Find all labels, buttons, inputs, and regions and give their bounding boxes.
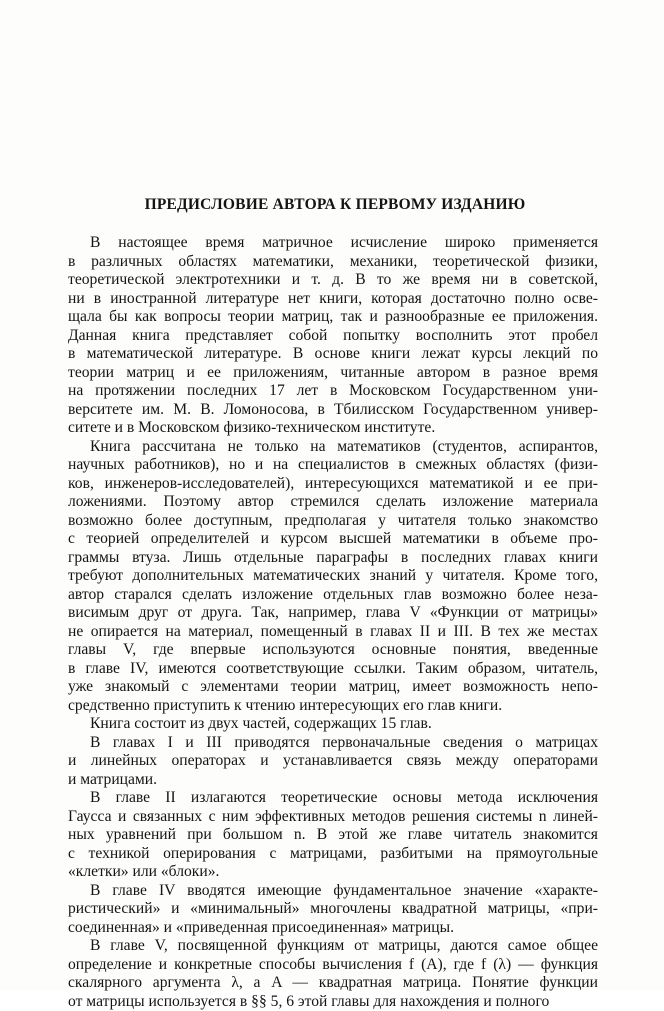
paragraph [68,789,598,882]
text-line: Гаусса и связанных с ним эффективных методов решения системы n линей- [68,808,598,827]
text-line: ристический» и «минимальный» многочлены квадратной матрицы, «при- [68,900,598,919]
text-line: верситете им. М. В. Ломоносова, в Тбилисском Государственном универ- [68,401,598,420]
text-line: граммы втуза. Лишь отдельные параграфы в последних главах книги [68,549,598,568]
text-line: В главе II излагаются теоретические основы метода исключения [68,789,598,808]
text-line: и линейных операторах и устанавливается связь между операторами [68,752,598,771]
text-line: Данная книга представляет собой попытку восполнить этот пробел [68,327,598,346]
text-line: научных работников), но и на специалистов в смежных областях (физи- [68,456,598,475]
text-line: В главе IV вводятся имеющие фундаментальное значение «характе- [68,882,598,901]
text-line: В главах I и III приводятся первоначальные сведения о матрицах [68,734,598,753]
text-line: В настоящее время матричное исчисление широко применяется [68,234,598,253]
text-line: ных уравнений при большом n. В этой же главе читатель знакомится [68,826,598,845]
text-line: с техникой оперирования с матрицами, разбитыми на прямоугольные [68,845,598,864]
text-line: возможно более доступным, предполагая у читателя только знакомство [68,512,598,531]
text-line: на протяжении последних 17 лет в Московском Государственном уни- [68,382,598,401]
text-line: скалярного аргумента λ, а A — квадратная матрица. Понятие функции [68,974,598,993]
text-line: главы V, где впервые используются основные понятия, введенные [68,641,598,660]
text-line: уже знакомый с элементами теории матриц, имеет возможность непо- [68,678,598,697]
text-line: с теорией определителей и курсом высшей математики в объеме про- [68,530,598,549]
text-line: в главе IV, имеются соответствующие ссылки. Таким образом, читатель, [68,660,598,679]
text-line: ков, инженеров-исследователей), интересующихся математикой и ее при- [68,475,598,494]
body-text [68,234,598,1011]
paragraph [68,234,598,438]
text-line: соединенная» и «приведенная присоединенная» матрицы. [68,919,598,938]
text-line: щала бы как вопросы теории матриц, так и разнообразные ее приложения. [68,308,598,327]
text-line: автор старался сделать изложение отдельных глав возможно более неза- [68,586,598,605]
paragraph [68,715,598,734]
text-line: теоретической электротехники и т. д. В то же время ни в советской, [68,271,598,290]
text-line: от матрицы используется в §§ 5, 6 этой главы для нахождения и полного [68,993,598,1011]
paragraph [68,937,598,1011]
text-line: в математической литературе. В основе книги лежат курсы лекций по [68,345,598,364]
text-line: не опирается на материал, помещенный в главах II и III. В тех же местах [68,623,598,642]
paragraph [68,734,598,790]
text-line: ни в иностранной литературе нет книги, которая достаточно полно осве- [68,290,598,309]
text-line: теории матриц и ее приложениям, читанные автором в разное время [68,364,598,383]
text-line: в различных областях математики, механики, теоретической физики, [68,253,598,272]
text-line: определение и конкретные способы вычисления f (A), где f (λ) — функция [68,956,598,975]
text-line: ложениями. Поэтому автор стремился сделать изложение материала [68,493,598,512]
text-line: ситете и в Московском физико-техническом институте. [68,419,598,438]
paragraph [68,882,598,938]
page-title: ПРЕДИСЛОВИЕ АВТОРА К ПЕРВОМУ ИЗДАНИЮ [0,196,664,214]
paragraph [68,438,598,716]
text-line: «клетки» или «блоки». [68,863,598,882]
text-line: Книга рассчитана не только на математиков (студентов, аспирантов, [68,438,598,457]
text-line: В главе V, посвященной функциям от матрицы, даются самое общее [68,937,598,956]
text-line: Книга состоит из двух частей, содержащих 15 глав. [68,715,598,734]
text-line: висимым друг от друга. Так, например, глава V «Функции от матрицы» [68,604,598,623]
text-line: требуют дополнительных математических знаний у читателя. Кроме того, [68,567,598,586]
text-line: и матрицами. [68,771,598,790]
text-line: средственно приступить к чтению интересующих его глав книги. [68,697,598,716]
